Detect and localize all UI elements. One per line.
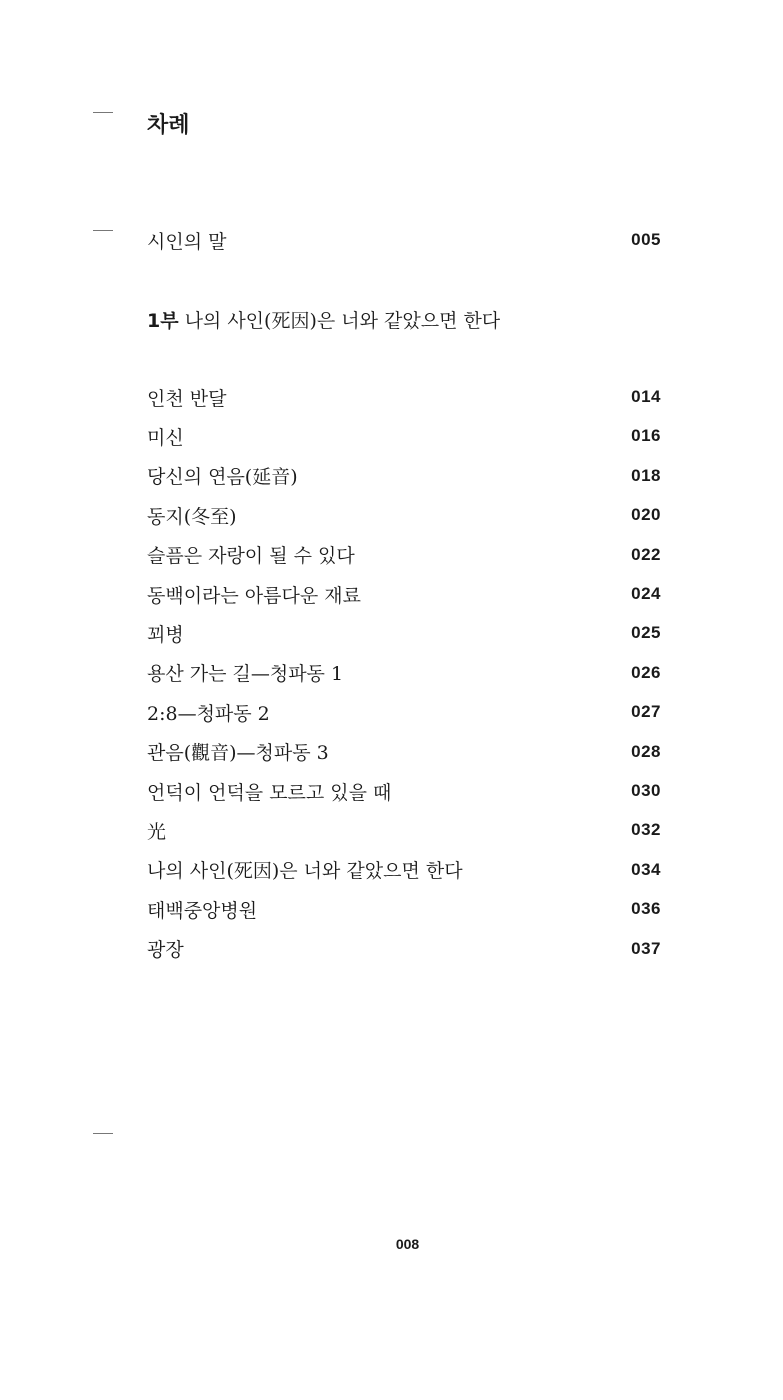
toc-entry-label: 光 <box>147 820 167 843</box>
toc-entry-label: 동지(冬至) <box>147 505 237 528</box>
part-number: 1부 <box>147 310 179 332</box>
toc-entry <box>147 857 661 883</box>
toc-entry <box>147 739 661 765</box>
margin-mark <box>93 1133 113 1134</box>
toc-entry-preface <box>147 227 661 253</box>
toc-entry-page: 032 <box>631 820 661 840</box>
toc-entry-label: 2:8—청파동 2 <box>147 702 270 725</box>
toc-entry-label: 용산 가는 길—청파동 1 <box>147 663 344 686</box>
part-heading <box>147 306 500 333</box>
toc-entry-label: 시인의 말 <box>147 230 227 253</box>
toc-entry-label: 꾀병 <box>147 623 184 646</box>
toc-entry-page: 027 <box>631 702 661 722</box>
toc-entry-label: 광장 <box>147 939 184 962</box>
toc-entry <box>147 936 661 962</box>
toc-entry <box>147 620 661 646</box>
toc-entry-page: 030 <box>631 781 661 800</box>
toc-entry-label: 동백이라는 아름다운 재료 <box>147 584 361 607</box>
toc-entry <box>147 423 661 449</box>
toc-entry-page: 022 <box>631 544 661 564</box>
toc-entry <box>147 581 661 607</box>
page-title: 차례 <box>147 113 190 138</box>
toc-entry <box>147 384 661 410</box>
margin-mark <box>93 112 113 113</box>
toc-entry-page: 037 <box>631 938 661 958</box>
toc-entry <box>147 502 661 528</box>
toc-entry-label: 인천 반달 <box>147 387 227 410</box>
toc-entry <box>147 699 661 725</box>
toc-entry <box>147 896 661 922</box>
toc-entry-page: 018 <box>631 465 661 485</box>
toc-entry-label: 슬픔은 자랑이 될 수 있다 <box>147 545 355 568</box>
toc-entry-page: 024 <box>631 584 661 603</box>
toc-entry-label: 언덕이 언덕을 모르고 있을 때 <box>147 781 392 804</box>
toc-entry-page: 036 <box>631 899 661 919</box>
toc-entry-label: 미신 <box>147 426 184 449</box>
part-title: 나의 사인(死因)은 너와 같았으면 한다 <box>184 310 501 332</box>
toc-entry-page: 016 <box>631 426 661 446</box>
toc-entry-page: 014 <box>631 387 661 406</box>
toc-entry-page: 026 <box>631 662 661 682</box>
page-number: 008 <box>395 1236 420 1252</box>
toc-entry <box>147 817 661 843</box>
toc-entry-page: 020 <box>631 505 661 525</box>
toc-entry <box>147 542 661 568</box>
toc-entry-label: 나의 사인(死因)은 너와 같았으면 한다 <box>147 860 463 883</box>
toc-entry <box>147 660 661 686</box>
toc-entry-page: 028 <box>631 741 661 761</box>
toc-entry-label: 관음(觀音)—청파동 3 <box>147 742 329 765</box>
toc-entry <box>147 463 661 489</box>
toc-entry-page: 034 <box>631 859 661 879</box>
toc-entry-page: 025 <box>631 623 661 643</box>
toc-entry-page: 005 <box>631 230 661 249</box>
toc-entry-label: 태백중앙병원 <box>147 899 258 922</box>
toc-entry <box>147 778 661 804</box>
toc-entry-label: 당신의 연음(延音) <box>147 466 298 489</box>
margin-mark <box>93 230 113 231</box>
